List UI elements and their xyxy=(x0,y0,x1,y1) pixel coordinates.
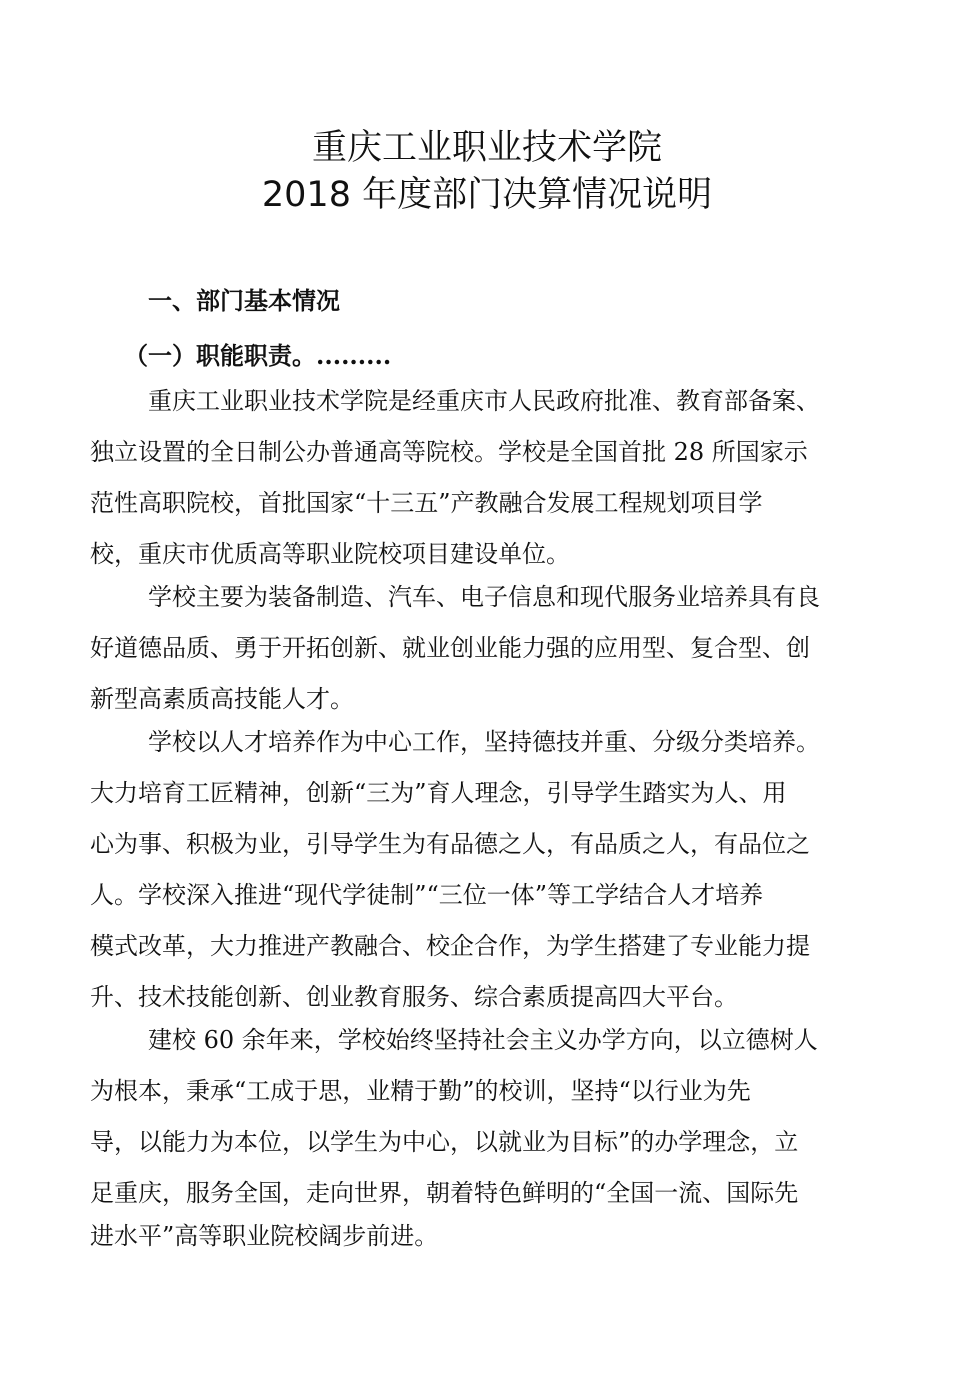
paragraph-line: 学校以人才培养作为中心工作，坚持德技并重、分级分类培养。 xyxy=(148,728,820,756)
paragraph-line: 范性高职院校，首批国家“十三五”产教融合发展工程规划项目学 xyxy=(90,489,763,517)
paragraph-line: 升、技术技能创新、创业教育服务、综合素质提高四大平台。 xyxy=(90,983,738,1011)
document-title-line-1: 重庆工业职业技术学院 xyxy=(311,128,662,168)
paragraph-line: 学校主要为装备制造、汽车、电子信息和现代服务业培养具有良 xyxy=(148,583,820,611)
paragraph-line: 好道德品质、勇于开拓创新、就业创业能力强的应用型、复合型、创 xyxy=(90,634,810,662)
document-title-line-2: 2018 年度部门决算情况说明 xyxy=(261,175,713,215)
sub-heading: （一）职能职责。......... xyxy=(124,341,392,370)
section-heading: 一、部门基本情况 xyxy=(148,287,340,315)
paragraph-line: 建校 60 余年来，学校始终坚持社会主义办学方向，以立德树人 xyxy=(148,1026,818,1054)
paragraph-line: 重庆工业职业技术学院是经重庆市人民政府批准、教育部备案、 xyxy=(148,387,820,415)
paragraph-line: 进水平”高等职业院校阔步前进。 xyxy=(90,1222,439,1250)
paragraph-line: 导，以能力为本位，以学生为中心，以就业为目标”的办学理念，立 xyxy=(90,1128,799,1156)
paragraph-line: 足重庆，服务全国，走向世界，朝着特色鲜明的“全国一流、国际先 xyxy=(90,1179,799,1207)
paragraph-line: 校，重庆市优质高等职业院校项目建设单位。 xyxy=(90,540,570,568)
paragraph-line: 独立设置的全日制公办普通高等院校。学校是全国首批 28 所国家示 xyxy=(90,438,808,466)
paragraph-line: 人。学校深入推进“现代学徒制”“三位一体”等工学结合人才培养 xyxy=(90,881,764,909)
paragraph-line: 模式改革，大力推进产教融合、校企合作，为学生搭建了专业能力提 xyxy=(90,932,810,960)
paragraph-line: 心为事、积极为业，引导学生为有品德之人，有品质之人，有品位之 xyxy=(90,830,810,858)
paragraph-line: 大力培育工匠精神，创新“三为”育人理念，引导学生踏实为人、用 xyxy=(90,779,787,807)
paragraph-line: 为根本，秉承“工成于思，业精于勤”的校训，坚持“以行业为先 xyxy=(90,1077,751,1105)
paragraph-line: 新型高素质高技能人才。 xyxy=(90,685,354,713)
